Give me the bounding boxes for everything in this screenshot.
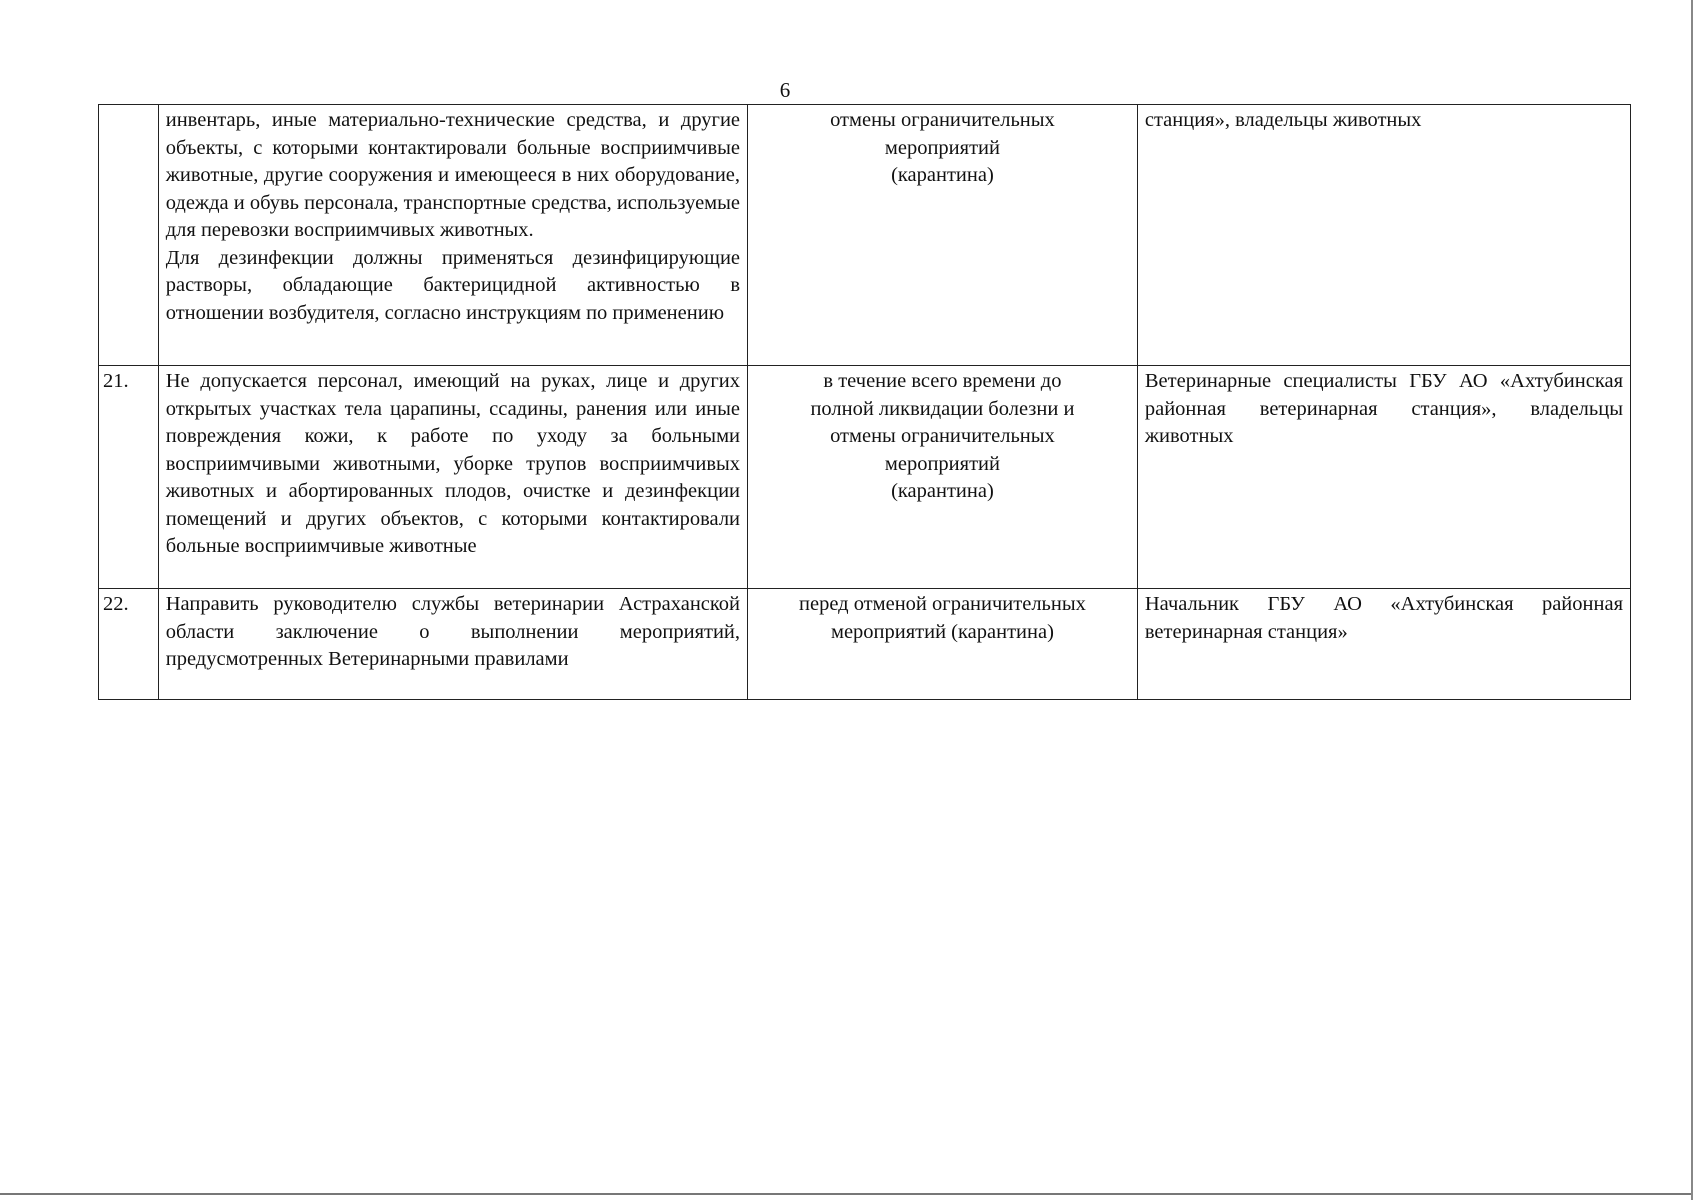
row-number [99, 105, 159, 366]
time-cell [748, 105, 1138, 366]
scan-bottom-edge [0, 1193, 1693, 1195]
time-line: перед отменой ограничительных [799, 593, 1086, 615]
action-cell [158, 105, 747, 366]
action-cell [158, 589, 747, 700]
page-number: 6 [779, 78, 791, 102]
table-row [99, 105, 1631, 366]
row-number: 21. [99, 366, 159, 589]
time-line: (карантина) [891, 164, 994, 186]
action-paragraph: Для дезинфекции должны применяться дезинфицирующие растворы, обладающие бактерицидной активностью в отношении возбудителя, согласно инструкциям по применению [165, 246, 741, 324]
action-paragraph: Не допускается персонал, имеющий на руках, лице и других открытых участках тела царапины, ссадины, ранения или иные повреждения кожи, к работе по уходу за больными восприимчивыми животными, уборке трупов восприимчивых животных и абортированных плодов, очистке и дезинфекции помещений и других объектов, с которыми контактировали больные восприимчивые животные [165, 370, 741, 557]
time-cell [748, 366, 1138, 589]
time-line: отмены ограничительных [830, 425, 1055, 447]
row-number: 22. [99, 589, 159, 700]
time-line: в течение всего времени до [823, 370, 1062, 392]
measures-table [98, 104, 1631, 700]
time-line: отмены ограничительных [830, 109, 1055, 131]
time-line: мероприятий [884, 452, 1000, 475]
time-line: (карантина) [891, 480, 994, 502]
time-line: полной ликвидации болезни и [810, 397, 1075, 420]
responsible-cell: станция», владельцы животных [1137, 105, 1630, 366]
time-line: мероприятий [884, 136, 1000, 159]
action-cell [158, 366, 747, 589]
time-cell [748, 589, 1138, 700]
time-line: мероприятий (карантина) [830, 620, 1054, 643]
responsible-cell: Ветеринарные специалисты ГБУ АО «Ахтубинская районная ветеринарная станция», владельцы животных [1137, 366, 1630, 589]
table-row [99, 366, 1631, 589]
action-paragraph: инвентарь, иные материально-технические средства, и другие объекты, с которыми контактировали больные восприимчивые животные, другие сооружения и имеющееся в них оборудование, одежда и обувь персонала, транспортные средства, используемые для перевозки восприимчивых животных. [165, 109, 741, 241]
table-row [99, 589, 1631, 700]
responsible-cell: Начальник ГБУ АО «Ахтубинская районная ветеринарная станция» [1137, 589, 1630, 700]
action-paragraph: Направить руководителю службы ветеринарии Астраханской области заключение о выполнении мероприятий, предусмотренных Ветеринарными правилами [165, 593, 741, 670]
